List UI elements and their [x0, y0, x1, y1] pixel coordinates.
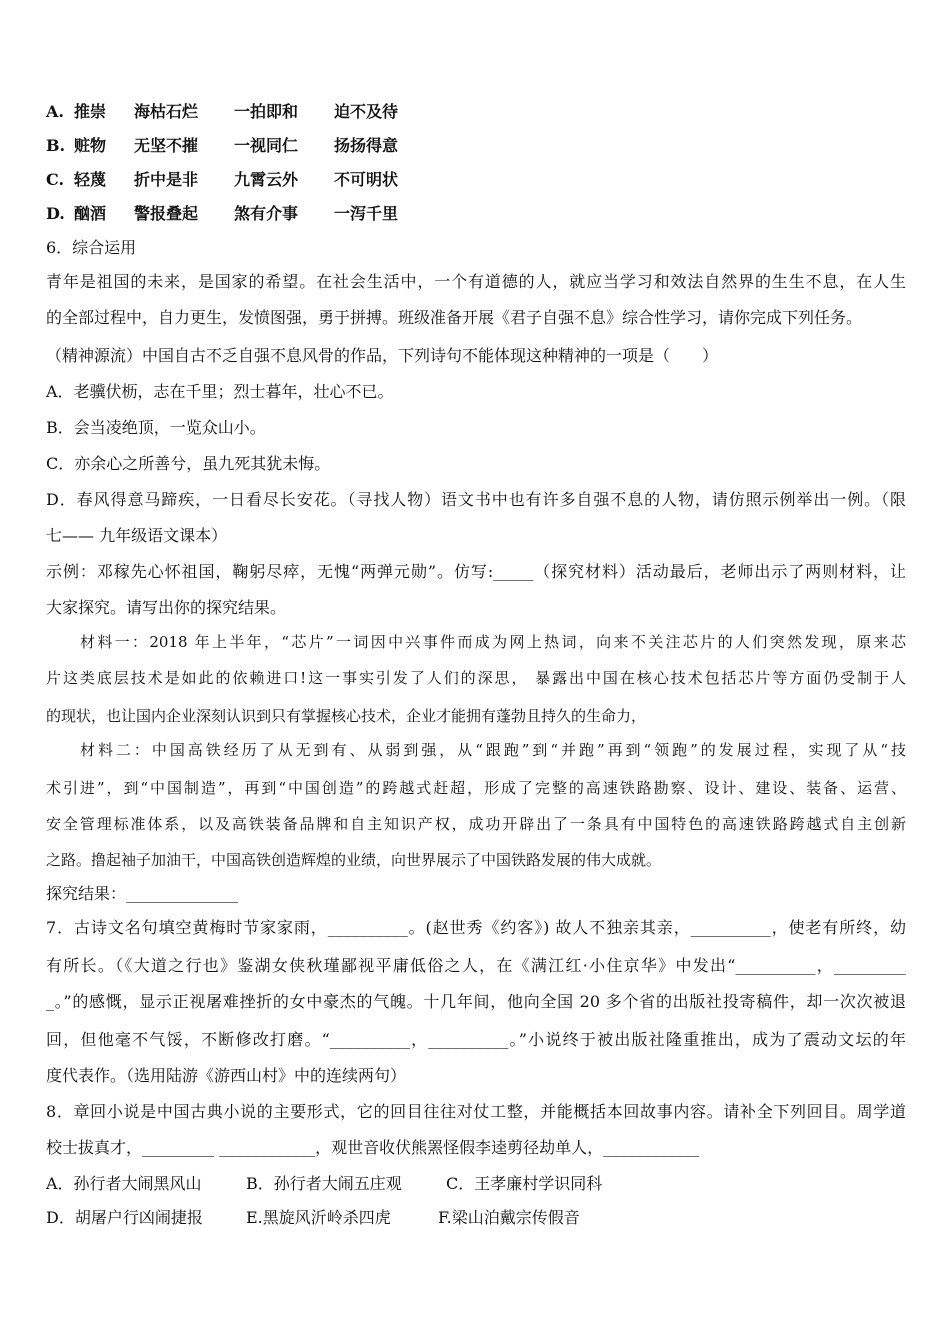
- q6-option-d-line-1: D．春风得意马蹄疾，一日看尽长安花。（寻找人物）语文书中也有许多自强不息的人物，请仿照示例举出一例。（限: [46, 490, 906, 509]
- option-word-2: 海枯石烂: [134, 102, 199, 121]
- option-word-4: 迫不及待: [334, 102, 399, 121]
- q8-option: F.梁山泊戴宗传假音: [438, 1208, 580, 1227]
- q8-option: E.黑旋风沂岭杀四虎: [246, 1208, 391, 1227]
- q8-option: A．孙行者大闹黑风山: [46, 1174, 202, 1193]
- q6-intro-line-1: 青年是祖国的未来，是国家的希望。在社会生活中，一个有道德的人，就应当学习和效法自然界的生生不息，在人生: [46, 272, 906, 291]
- q6-material-2-line-4: 之路。撸起袖子加油干，中国高铁创造辉煌的业绩，向世界展示了中国铁路发展的伟大成就。: [46, 851, 662, 869]
- q6-material-1-line-1: 材料一：2018 年上半年，“芯片”一词因中兴事件而成为网上热词，向来不关注芯片的人们突然发现，原来芯: [80, 633, 906, 651]
- q8-option: D．胡屠户行凶闹捷报: [46, 1208, 203, 1227]
- q6-material-1-line-2: 片这类底层技术是如此的依赖进口!这一事实引发了人们的深思， 暴露出中国在核心技术包括芯片等方面仍受制于人: [46, 669, 906, 687]
- q6-option-a: A．老骥伏枥，志在千里；烈士暮年，壮心不已。: [46, 382, 394, 401]
- q8-option: B．孙行者大闹五庄观: [246, 1174, 402, 1193]
- q8-line-2: 校士拔真才，_________ ____________，观世音收伏熊罴怪假李逵剪径劫单人，____________: [46, 1138, 700, 1157]
- q7-line-2: 有所长。（《大道之行也》鉴湖女侠秋瑾鄙视平庸低俗之人，在《满江红·小住京华》中发出“__________，_________: [46, 956, 906, 975]
- option-letter: A.: [46, 102, 64, 121]
- q7-line-5: 度代表作。（选用陆游《游西山村》中的连续两句）: [46, 1066, 407, 1085]
- option-word-1: 轻蔑: [74, 170, 107, 189]
- option-word-3: 九霄云外: [234, 170, 299, 189]
- q6-option-b: B．会当凌绝顶，一览众山小。: [46, 418, 266, 437]
- option-word-4: 一泻千里: [334, 204, 399, 223]
- option-word-2: 折中是非: [134, 170, 199, 189]
- q6-example-line-1: 示例：邓稼先心怀祖国，鞠躬尽瘁，无愧“两弹元勋”。仿写:_____（探究材料）活动最后，老师出示了两则材料，让: [46, 562, 906, 581]
- option-word-3: 一拍即和: [234, 102, 299, 121]
- q6-intro-line-2: 的全部过程中，自力更生，发愤图强，勇于拼搏。班级准备开展《君子自强不息》综合性学习，请你完成下列任务。: [46, 308, 863, 327]
- q6-heading: 6．综合运用: [46, 238, 137, 257]
- option-word-4: 扬扬得意: [334, 136, 399, 155]
- option-word-1: 赃物: [74, 136, 107, 155]
- q8-line-1: 8．章回小说是中国古典小说的主要形式，它的回目往往对仗工整，并能概括本回故事内容。请补全下列回目。周学道: [46, 1102, 906, 1121]
- option-word-1: 酗酒: [74, 204, 107, 223]
- q7-line-1: 7．古诗文名句填空黄梅时节家家雨，__________。(赵世秀《约客》) 故人不独亲其亲，__________，使老有所终，幼: [46, 918, 906, 937]
- q6-material-2-line-1: 材料二：中国高铁经历了从无到有、从弱到强，从“跟跑”到“并跑”再到“领跑”的发展过程，实现了从“技: [80, 741, 906, 759]
- q6-result: 探究结果：______________: [46, 884, 239, 903]
- option-word-3: 一视同仁: [234, 136, 299, 155]
- q6-option-d-line-2: 七—— 九年级语文课本）: [46, 526, 228, 545]
- q7-line-3: _。”的感慨，显示正视屠难挫折的女中豪杰的气魄。十几年间，他向全国 20 多个省的出版社投寄稿件，却一次次被退: [46, 992, 906, 1011]
- option-word-2: 警报叠起: [134, 204, 199, 223]
- q8-option: C．王孝廉村学识同科: [446, 1174, 603, 1193]
- q7-line-4: 回，但他毫不气馁，不断修改打磨。“__________，__________。”小说终于被出版社隆重推出，成为了震动文坛的年: [46, 1030, 906, 1049]
- option-word-2: 无坚不摧: [134, 136, 199, 155]
- q6-example-line-2: 大家探究。请写出你的探究结果。: [46, 598, 287, 617]
- option-word-4: 不可明状: [334, 170, 399, 189]
- option-word-3: 煞有介事: [234, 204, 299, 223]
- q6-material-2-line-3: 安全管理标准体系，以及高铁装备品牌和自主知识产权，成功开辟出了一条具有中国特色的高速铁路跨越式自主创新: [46, 815, 906, 833]
- option-word-1: 推崇: [74, 102, 107, 121]
- q6-option-c: C．亦余心之所善兮，虽九死其犹未悔。: [46, 454, 331, 473]
- option-letter: C.: [46, 170, 65, 189]
- q6-material-2-line-2: 术引进”，到“中国制造”，再到“中国创造”的跨越式赶超，形成了完整的高速铁路勘察、设计、建设、装备、运营、: [46, 779, 906, 797]
- option-letter: D.: [46, 204, 65, 223]
- q6-sub1-question: （精神源流）中国自古不乏自强不息风骨的作品，下列诗句不能体现这种精神的一项是（ ）: [46, 346, 719, 365]
- option-letter: B.: [46, 136, 66, 155]
- q6-material-1-line-3: 的现状，也让国内企业深刻认识到只有掌握核心技术，企业才能拥有蓬勃且持久的生命力，: [46, 707, 647, 725]
